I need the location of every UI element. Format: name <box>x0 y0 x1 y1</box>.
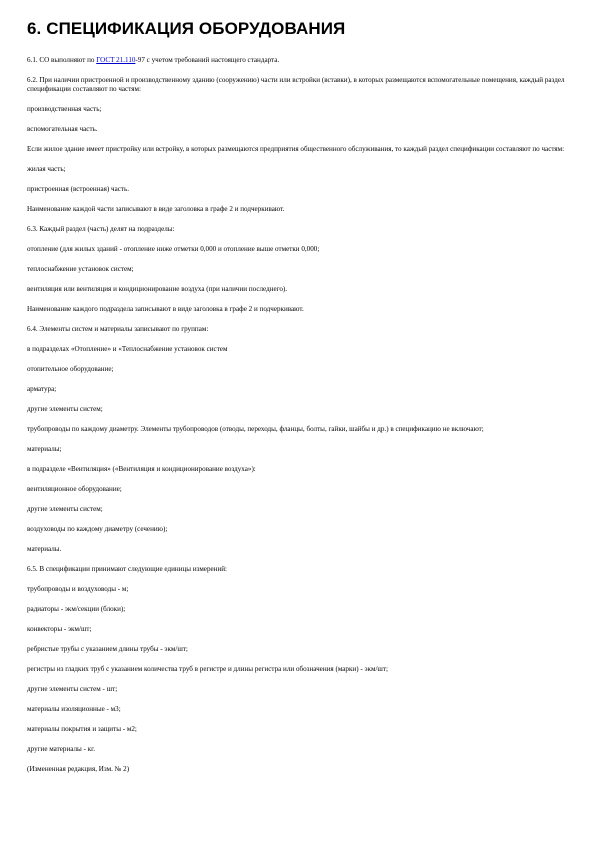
paragraph: Наименование каждого подраздела записывают в виде заголовка в графе 2 и подчеркивают. <box>27 305 304 313</box>
document-page <box>27 18 572 774</box>
paragraph: отопление (для жилых зданий - отопление ниже отметки 0,000 и отопление выше отметки 0,000; <box>27 245 320 253</box>
paragraph: жилая часть; <box>27 165 66 173</box>
paragraph: теплоснабжение установок систем; <box>27 265 134 273</box>
paragraph: другие элементы систем - шт; <box>27 685 118 693</box>
paragraph: другие элементы систем; <box>27 405 103 413</box>
paragraph: материалы. <box>27 545 62 553</box>
paragraph-revision-note: (Измененная редакция, Изм. № 2) <box>27 765 130 773</box>
paragraph: воздуховоды по каждому диаметру (сечению); <box>27 525 168 533</box>
paragraph: вентиляция или вентиляция и кондиционирование воздуха (при наличии последнего). <box>27 285 288 293</box>
paragraph: материалы покрытия и защиты - м2; <box>27 725 137 733</box>
page-title: 6. СПЕЦИФИКАЦИЯ ОБОРУДОВАНИЯ <box>27 19 346 38</box>
paragraph-text: -97 с учетом требований настоящего стандарта. <box>135 56 280 64</box>
paragraph: 6.3. Каждый раздел (часть) делят на подразделы: <box>27 225 175 233</box>
paragraph: 6.5. В спецификации принимают следующие единицы измерений: <box>27 565 228 573</box>
paragraph: арматура; <box>27 385 57 393</box>
paragraph: вспомогательная часть. <box>27 125 98 133</box>
paragraph: регистры из гладких труб с указанием количества труб в регистре и длины регистра или обозначения (марки) - экм/шт; <box>27 665 388 673</box>
paragraph: Наименование каждой части записывают в виде заголовка в графе 2 и подчеркивают. <box>27 205 285 213</box>
paragraph: вентиляционное оборудование; <box>27 485 122 493</box>
paragraph: 6.4. Элементы систем и материалы записывают по группам: <box>27 325 209 333</box>
paragraph: отопительное оборудование; <box>27 365 114 373</box>
gost-link[interactable]: ГОСТ 21.110 <box>96 56 136 64</box>
paragraph: 6.2. При наличии пристроенной и производственному зданию (сооружению) части или встройки (вставки), в которых размещаются вспомогательные помещения, каждый раздел спецификации составляют по частям: <box>27 76 565 93</box>
paragraph: пристроенная (встроенная) часть. <box>27 185 130 193</box>
paragraph: материалы изоляционные - м3; <box>27 705 121 713</box>
paragraph: трубопроводы по каждому диаметру. Элементы трубопроводов (отводы, переходы, фланцы, болты, гайки, шайбы и др.) в спецификацию не включают; <box>27 425 484 433</box>
paragraph: материалы; <box>27 445 62 453</box>
paragraph-text: 6.1. СО выполняют по <box>27 56 97 64</box>
paragraph: производственная часть; <box>27 105 102 113</box>
paragraph: другие материалы - кг. <box>27 745 95 753</box>
paragraph: радиаторы - экм/секции (блоки); <box>27 605 126 613</box>
paragraph: конвекторы - экм/шт; <box>27 625 92 633</box>
paragraph: ребристые трубы с указанием длины трубы - экм/шт; <box>27 645 188 653</box>
paragraph: трубопроводы и воздуховоды - м; <box>27 585 129 593</box>
paragraph: в подразделе «Вентиляция» («Вентиляция и кондиционирование воздуха»): <box>27 465 256 473</box>
paragraph-6-1 <box>27 56 572 65</box>
paragraph: Если жилое здание имеет пристройку или встройку, в которых размещаются предприятия общественного обслуживания, то каждый раздел спецификации составляют по частям: <box>27 145 565 153</box>
paragraph: в подразделах «Отопление» и «Теплоснабжение установок систем <box>27 345 228 353</box>
paragraph: другие элементы систем; <box>27 505 103 513</box>
